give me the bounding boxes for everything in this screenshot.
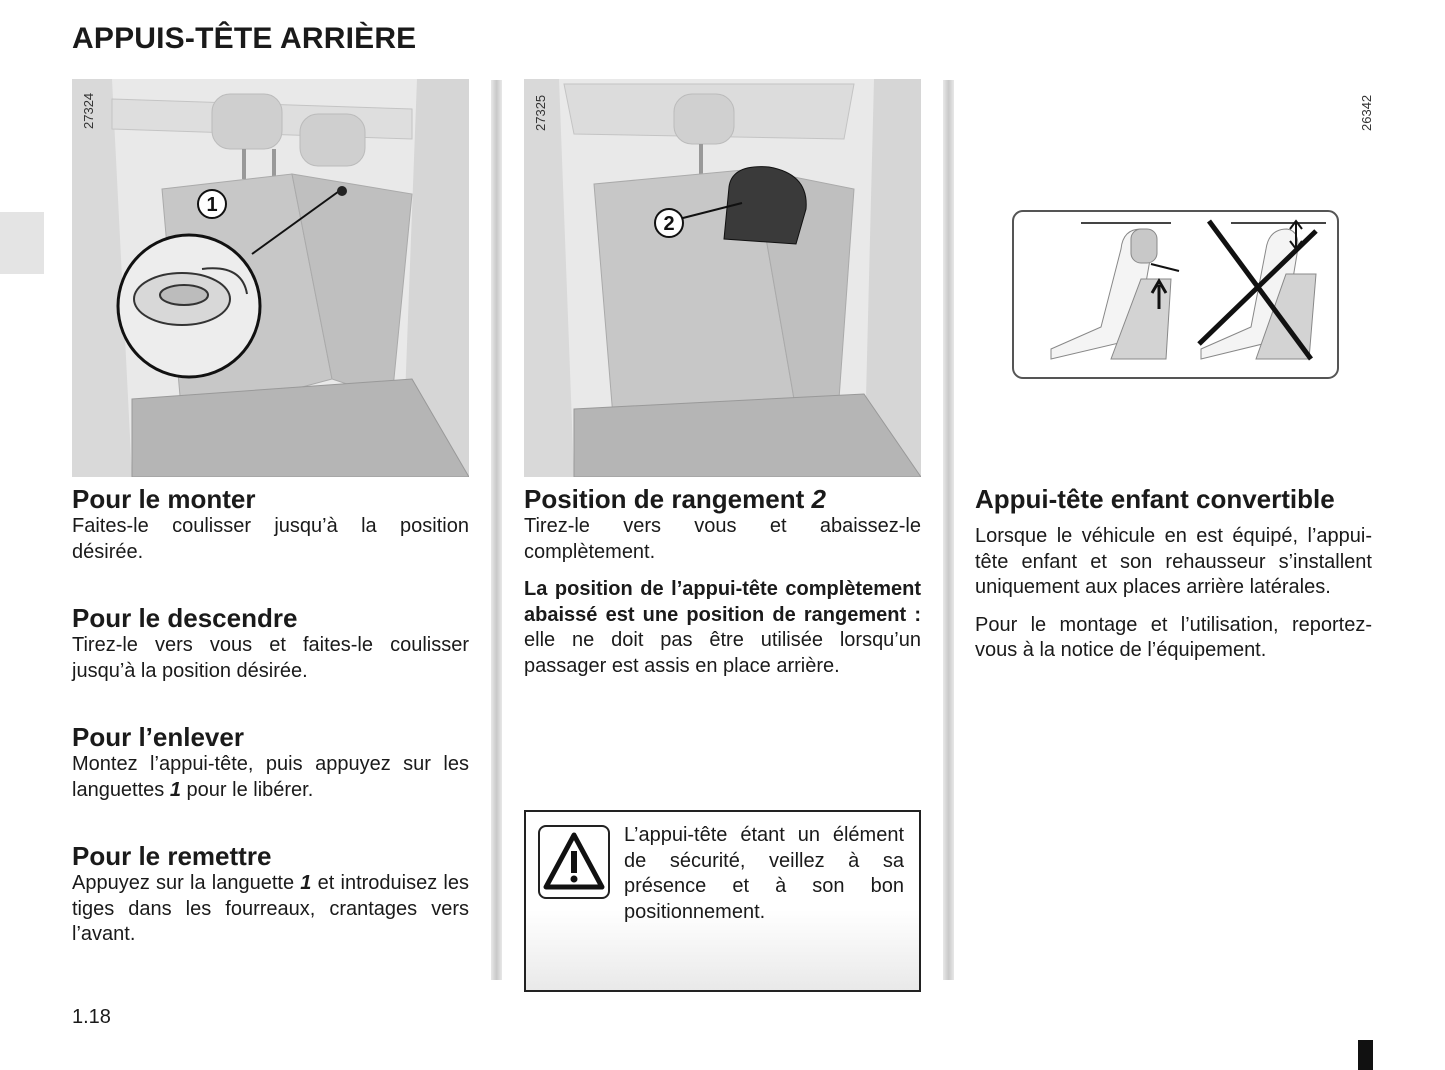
reference-2: 2 xyxy=(811,484,826,514)
figure-child-headrest xyxy=(975,79,1375,477)
corner-mark xyxy=(1358,1040,1373,1070)
text-raise: Faites-le coulisser jusqu’à la position désirée. xyxy=(72,515,469,563)
heading-storage: Position de rangement 2 xyxy=(524,484,826,514)
section-refit xyxy=(72,841,469,948)
heading-child-headrest: Appui-tête enfant convertible xyxy=(975,484,1335,514)
text-refit: Appuyez sur la languette 1 et introduisez les tiges dans les fourreaux, crantages vers l’avant. xyxy=(72,872,469,945)
figure-rear-seat-stowed xyxy=(524,79,921,477)
heading-lower: Pour le descendre xyxy=(72,603,298,633)
warning-box xyxy=(524,810,921,992)
text-lower: Tirez-le vers vous et faites-le coulisser jusqu’à la position désirée. xyxy=(72,634,469,682)
seat-illustration xyxy=(72,79,469,477)
column-divider xyxy=(943,80,954,980)
warning-icon xyxy=(538,825,610,899)
text-remove: Montez l’appui-tête, puis appuyez sur les languettes 1 pour le libérer. xyxy=(72,753,469,801)
figure-number: 27325 xyxy=(533,94,548,131)
figure-number: 27324 xyxy=(81,92,96,129)
heading-refit: Pour le remettre xyxy=(72,841,272,871)
page-number: 1.18 xyxy=(72,1006,111,1028)
child-headrest-diagram xyxy=(1011,209,1341,381)
seat-illustration xyxy=(524,79,921,477)
text-storage: Tirez-le vers vous et abaissez-le complètement. xyxy=(524,515,921,563)
callout-1: 1 xyxy=(206,194,218,216)
callout-2: 2 xyxy=(663,213,675,235)
warning-text: L’appui-tête étant un élément de sécurité, veillez à sa présence et à son bon positionnement. xyxy=(624,824,904,923)
section-tab xyxy=(0,212,44,274)
heading-raise: Pour le monter xyxy=(72,484,256,514)
section-remove xyxy=(72,722,469,803)
column-2 xyxy=(524,484,921,679)
section-lower xyxy=(72,603,469,684)
heading-remove: Pour l’enlever xyxy=(72,722,244,752)
reference-1: 1 xyxy=(300,872,312,894)
text-child-headrest-1: Lorsque le véhicule en est équipé, l’appui-tête enfant et son rehausseur s’installent uniquement aux places arrière latérales. xyxy=(975,525,1372,598)
text-child-headrest-2: Pour le montage et l’utilisation, reportez-vous à la notice de l’équipement. xyxy=(975,613,1372,661)
figure-number: 26342 xyxy=(1359,94,1374,131)
reference-1: 1 xyxy=(169,778,181,801)
figure-rear-seat-tab xyxy=(72,79,469,477)
section-raise xyxy=(72,484,469,565)
column-3 xyxy=(975,484,1372,664)
column-divider xyxy=(491,80,502,980)
page-title: APPUIS-TÊTE ARRIÈRE xyxy=(72,22,417,55)
column-1 xyxy=(72,484,469,986)
text-storage-warning: La position de l’appui-tête complètement abaissé est une position de rangement : elle ne doit pas être utilisée lorsqu’un passager est assis en place arrière. xyxy=(524,578,921,677)
